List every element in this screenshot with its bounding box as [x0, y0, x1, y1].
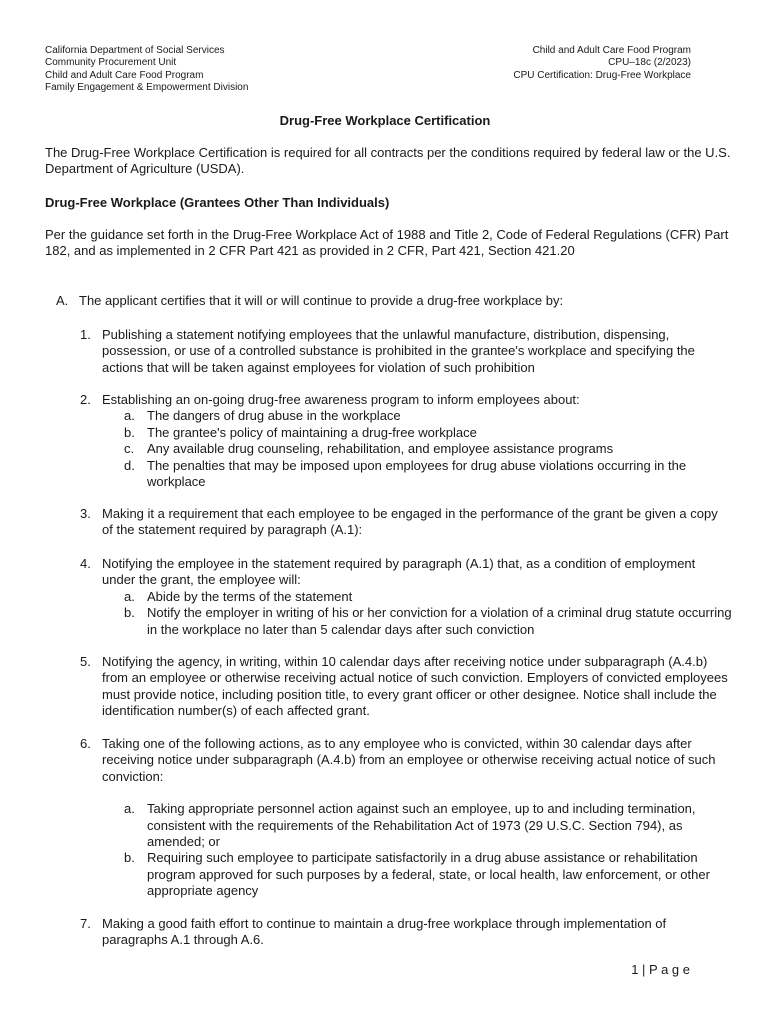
- guidance-paragraph: Per the guidance set forth in the Drug-Free Workplace Act of 1988 and Title 2, Code of Federal Regulations (CFR) Part 182, and as implemented in 2 CFR Part 421 as provided in 2 CFR, Part 421, Section 421.20: [45, 227, 729, 259]
- header-left: [45, 45, 248, 94]
- header-program-right: Child and Adult Care Food Program: [532, 45, 691, 56]
- list-item-text: Notifying the employee in the statement required by paragraph (A.1) that, as a condition of employment under the grant, the employee will:: [102, 556, 696, 588]
- intro-paragraph: The Drug-Free Workplace Certification is required for all contracts per the conditions required by federal law or the U.S. Department of Agriculture (USDA).: [45, 145, 731, 177]
- page-number: 1 | P a g e: [631, 962, 690, 977]
- list-item-3: [80, 506, 732, 539]
- sub-item-6a: [124, 801, 732, 850]
- document-title: Drug-Free Workplace Certification: [279, 113, 491, 128]
- sub-item-text: Taking appropriate personnel action against such an employee, up to and including termination, consistent with the requirements of the Rehabilitation Act of 1973 (29 U.S.C. Section 794), as amended; or: [147, 801, 696, 850]
- form-number: CPU–18c (2/2023): [608, 57, 691, 69]
- list-item-text: Taking one of the following actions, as to any employee who is convicted, within 30 calendar days after receiving notice under subparagraph (A.4.b) from an employee or otherwise receiving actual notice of such conviction:: [102, 736, 716, 784]
- section-heading: Drug-Free Workplace (Grantees Other Than Individuals): [45, 195, 390, 210]
- list-item-number: 5.: [80, 654, 91, 669]
- sub-item-4a: [124, 589, 732, 605]
- sub-item-4b: [124, 605, 732, 638]
- sub-item-text: Any available drug counseling, rehabilitation, and employee assistance programs: [147, 441, 614, 457]
- section-a: [56, 293, 563, 309]
- list-item-number: 7.: [80, 916, 91, 931]
- sub-item-6b: [124, 850, 732, 899]
- sub-item-2b: [124, 425, 732, 441]
- section-a-marker: A.: [56, 293, 69, 308]
- header-division: Family Engagement & Empowerment Division: [45, 81, 249, 93]
- list-item-text: Notifying the agency, in writing, within 10 calendar days after receiving notice under subparagraph (A.4.b) from an employee or otherwise receiving actual notice of such conviction. Employers of convicted employees must provide notice, including position title, to every grant officer or other designee. Notice shall include the identification number(s) of each affected grant.: [102, 654, 728, 719]
- sub-item-text: The penalties that may be imposed upon employees for drug abuse violations occurring in the workplace: [147, 457, 687, 490]
- header-right: [513, 45, 691, 82]
- list-item-6: [80, 736, 732, 900]
- list-item-number: 3.: [80, 506, 91, 521]
- list-item-number: 2.: [80, 392, 91, 407]
- sub-item-text: Notify the employer in writing of his or her conviction for a violation of a criminal drug statute occurring in the workplace no later than 5 calendar days after such conviction: [147, 605, 732, 637]
- sub-item-letter: a.: [124, 801, 135, 817]
- list-item-text: Publishing a statement notifying employees that the unlawful manufacture, distribution, dispensing, possession, or use of a controlled substance is prohibited in the grantee's workplace and specifying the actions that will be taken against employees for violation of such prohibition: [102, 327, 695, 375]
- list-item-7: [80, 916, 732, 949]
- sub-item-text: Abide by the terms of the statement: [147, 588, 353, 604]
- sub-item-letter: b.: [124, 850, 135, 866]
- sub-item-2a: [124, 408, 732, 424]
- sub-item-text: Requiring such employee to participate satisfactorily in a drug abuse assistance or rehabilitation program approved for such purposes by a federal, state, or local health, law enforcement, or other appropriate agency: [147, 850, 710, 899]
- list-item-2: [80, 392, 732, 490]
- sub-item-letter: c.: [124, 441, 135, 457]
- list-item-number: 4.: [80, 556, 91, 571]
- sub-item-2d: [124, 458, 732, 491]
- list-item-text: Making a good faith effort to continue to maintain a drug-free workplace through implementation of paragraphs A.1 through A.6.: [102, 916, 667, 948]
- sub-item-letter: b.: [124, 424, 135, 440]
- list-item-1: [80, 327, 732, 376]
- header-unit: Community Procurement Unit: [45, 57, 177, 69]
- list-item-text: Making it a requirement that each employee to be engaged in the performance of the grant be given a copy of the statement required by paragraph (A.1):: [102, 506, 718, 538]
- sub-item-letter: d.: [124, 457, 135, 473]
- list-item-text: Establishing an on-going drug-free awareness program to inform employees about:: [102, 392, 580, 407]
- sub-item-2c: [124, 441, 732, 457]
- section-a-text: The applicant certifies that it will or will continue to provide a drug-free workplace by:: [79, 293, 564, 308]
- header-program: Child and Adult Care Food Program: [45, 69, 204, 81]
- sub-item-text: The dangers of drug abuse in the workplace: [147, 408, 401, 424]
- form-title: CPU Certification: Drug-Free Workplace: [513, 69, 691, 81]
- sub-item-text: The grantee's policy of maintaining a drug-free workplace: [147, 424, 477, 440]
- list-item-5: [80, 654, 732, 720]
- list-item-number: 1.: [80, 327, 91, 342]
- list-item-4: [80, 556, 732, 638]
- sub-item-letter: a.: [124, 588, 135, 604]
- sub-item-letter: b.: [124, 605, 135, 621]
- sub-item-letter: a.: [124, 408, 135, 424]
- list-item-number: 6.: [80, 736, 91, 751]
- header-agency: California Department of Social Services: [45, 45, 225, 56]
